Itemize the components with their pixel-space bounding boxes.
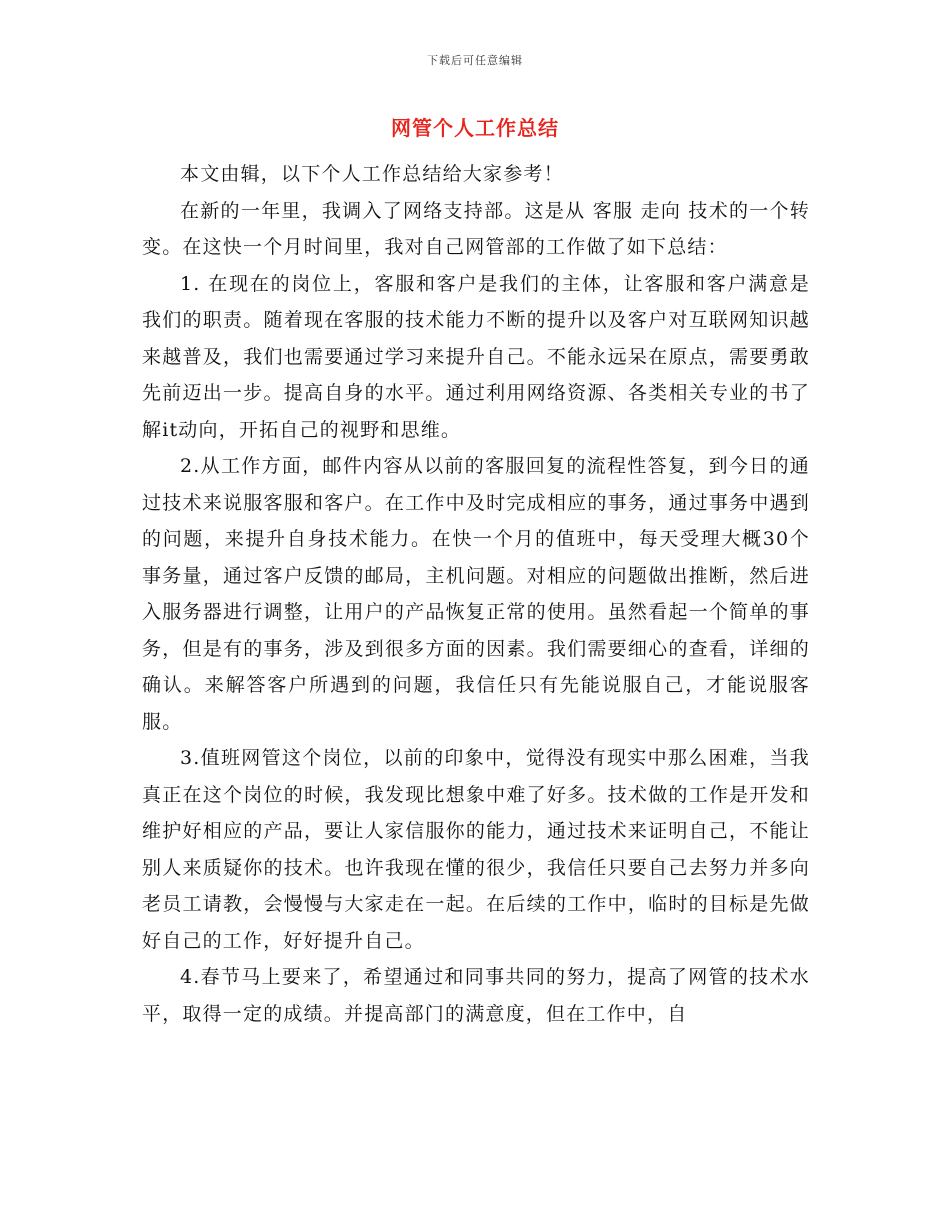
- intro-paragraph: 本文由辑，以下个人工作总结给大家参考！: [180, 163, 564, 185]
- point-2-paragraph: 2.从工作方面，邮件内容从以前的客服回复的流程性答复，到今日的通过技术来说服客服和客户。在工作中及时完成相应的事务，通过事务中遇到的问题，来提升自身技术能力。在快一个月的值班中，每天受理大概30个事务量，通过客户反馈的邮局，主机问题。对相应的问题做出推断，然后进入服务器进行调整，让用户的产品恢复正常的使用。虽然看起一个简单的事务，但是有的事务，涉及到很多方面的因素。我们需要细心的查看，详细的确认。来解答客户所遇到的问题，我信任只有先能说服自己，才能说服客服。: [142, 455, 810, 733]
- opening-paragraph: 在新的一年里，我调入了网络支持部。这是从 客服 走向 技术的一个转变。在这快一个月时间里，我对自己网管部的工作做了如下总结：: [142, 199, 810, 258]
- header-note: 下载后可任意编辑: [427, 54, 523, 67]
- document-body: [142, 156, 810, 1032]
- point-3-paragraph: 3.值班网管这个岗位，以前的印象中，觉得没有现实中那么困难，当我真正在这个岗位的时候，我发现比想象中难了好多。技术做的工作是开发和维护好相应的产品，要让人家信服你的能力，通过技术来证明自己，不能让别人来质疑你的技术。也许我现在懂的很少，我信任只要自己去努力并多向老员工请教，会慢慢与大家走在一起。在后续的工作中，临时的目标是先做好自己的工作，好好提升自己。: [142, 747, 810, 952]
- point-1-paragraph: 1. 在现在的岗位上，客服和客户是我们的主体，让客服和客户满意是我们的职责。随着现在客服的技术能力不断的提升以及客户对互联网知识越来越普及，我们也需要通过学习来提升自己。不能永远呆在原点，需要勇敢先前迈出一步。提高自身的水平。通过利用网络资源、各类相关专业的书了解it动向，开拓自己的视野和思维。: [142, 272, 810, 441]
- document-title: 网管个人工作总结: [391, 116, 559, 140]
- point-4-paragraph: 4.春节马上要来了，希望通过和同事共同的努力，提高了网管的技术水平，取得一定的成绩。并提高部门的满意度，但在工作中，自: [142, 966, 810, 1025]
